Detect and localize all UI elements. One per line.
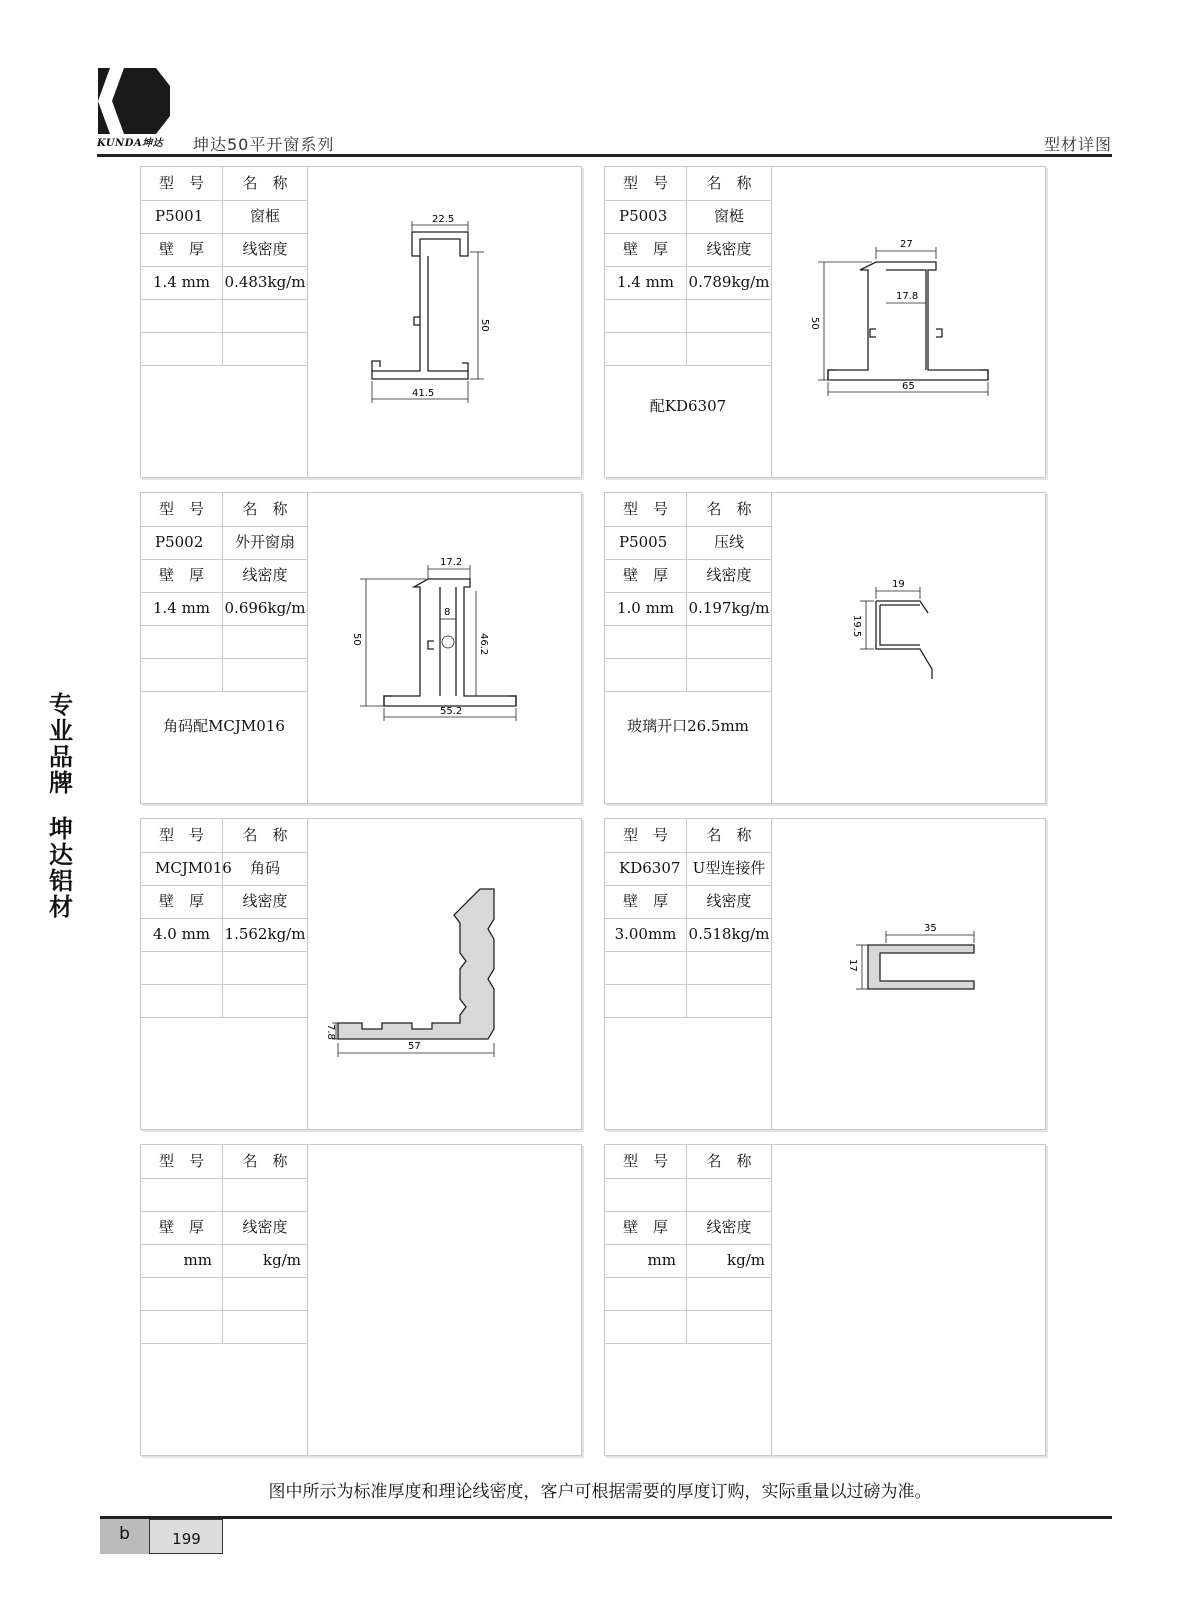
dim-top: 22.5 (432, 214, 455, 225)
dim-right: 46.2 (478, 633, 489, 656)
dim-height: 17 (847, 959, 858, 972)
spec-table: 型 号 名 称 KD6307 U型连接件 壁 厚 线密度 3.00mm 0.518kg/m (605, 819, 772, 1129)
wall-thickness: 3.00mm (605, 918, 687, 951)
wall-thickness: mm (141, 1244, 223, 1277)
wall-thickness: 1.0 mm (605, 592, 687, 625)
profile-drawing-p5001 (308, 167, 580, 477)
profile-name: 窗框 (249, 207, 280, 225)
wall-thickness: 1.4 mm (605, 266, 687, 299)
footnote: 图中所示为标准厚度和理论线密度，客户可根据需要的厚度订购，实际重量以过磅为准。 (268, 1482, 932, 1502)
spec-table: 型 号 名 称 壁 厚 线密度 mm kg/m (605, 1145, 772, 1455)
series-title: 坤达50平开窗系列 (193, 135, 335, 154)
page-title: 型材详图 (1043, 135, 1112, 154)
profile-note: 配KD6307 (649, 397, 727, 415)
profile-name: 外开窗扇 (234, 533, 295, 551)
spec-table: 型 号 名 称 MCJM016 角码 壁 厚 线密度 4.0 mm 1.562kg/m (141, 819, 308, 1129)
wall-thickness: 1.4 mm (141, 266, 223, 299)
dim-height: 50 (351, 633, 362, 646)
linear-density: 0.518kg/m (688, 925, 770, 943)
wall-thickness: 4.0 mm (141, 918, 223, 951)
linear-density: 1.562kg/m (224, 925, 306, 943)
model-number: P5002 (141, 526, 223, 559)
spec-table: 型 号 名 称 壁 厚 线密度 mm kg/m (141, 1145, 308, 1455)
profile-card-empty (140, 1144, 582, 1456)
dim-top: 27 (900, 239, 913, 250)
dim-top: 19 (892, 579, 905, 590)
profile-name (687, 1178, 771, 1211)
model-number: KD6307 (605, 852, 687, 885)
spec-table: 型 号 名 称 P5005 压线 壁 厚 线密度 1.0 mm 0.197kg/m 玻璃开口26.5mm (605, 493, 772, 803)
profile-name: U型连接件 (692, 859, 766, 877)
model-number: MCJM016 (141, 852, 223, 885)
linear-density: 0.789kg/m (688, 273, 770, 291)
dim-height: 7.8 (325, 1024, 336, 1040)
dim-height: 50 (479, 319, 490, 332)
profile-card (604, 492, 1046, 804)
page-number: 199 (172, 1530, 201, 1548)
dim-height: 19.5 (851, 615, 862, 638)
linear-density: kg/m (727, 1251, 765, 1269)
spec-table: 型 号 名 称 P5002 外开窗扇 壁 厚 线密度 1.4 mm 0.696kg/m 角码配MCJM016 (141, 493, 308, 803)
model-number: P5001 (141, 200, 223, 233)
section-letter: b (100, 1519, 150, 1554)
profile-card (604, 818, 1046, 1130)
profile-card (140, 818, 582, 1130)
linear-density: 0.696kg/m (224, 599, 306, 617)
model-number: P5005 (605, 526, 687, 559)
linear-density: 0.197kg/m (688, 599, 770, 617)
dim-top: 17.2 (440, 557, 463, 568)
model-number: P5003 (605, 200, 687, 233)
dim-inner: 17.8 (896, 291, 919, 302)
profile-note: 角码配MCJM016 (163, 717, 285, 735)
dim-bottom: 65 (902, 381, 915, 392)
profile-card-empty (604, 1144, 1046, 1456)
dim-bottom: 57 (408, 1041, 421, 1052)
linear-density: 0.483kg/m (224, 273, 306, 291)
dim-bottom: 55.2 (440, 706, 463, 717)
profile-drawing-mcjm016 (308, 819, 580, 1129)
profile-card (140, 166, 582, 478)
profile-name (223, 1178, 307, 1211)
linear-density: kg/m (263, 1251, 301, 1269)
profile-card (140, 492, 582, 804)
model-number (141, 1178, 223, 1211)
side-slogan: 专 业 品 牌 坤 达 铝 材 (49, 691, 73, 921)
footer-rule (100, 1516, 1112, 1519)
header-rule (97, 154, 1112, 157)
profile-note: 玻璃开口26.5mm (627, 717, 749, 735)
kunda-logo (98, 68, 170, 134)
profile-drawing-p5002 (308, 493, 580, 803)
dim-top: 35 (924, 923, 937, 934)
profile-name: 压线 (713, 533, 744, 551)
dim-height: 50 (809, 317, 820, 330)
profile-drawing-p5005 (772, 493, 1044, 803)
spec-table: 型 号 名 称 P5001 窗框 壁 厚 线密度 1.4 mm 0.483kg/m (141, 167, 308, 477)
profile-name: 角码 (249, 859, 280, 877)
model-number (605, 1178, 687, 1211)
wall-thickness: mm (605, 1244, 687, 1277)
dim-bottom: 41.5 (412, 388, 435, 399)
profile-drawing-p5003 (772, 167, 1044, 477)
wall-thickness: 1.4 mm (141, 592, 223, 625)
logo-text: KUNDA坤达 (97, 138, 164, 149)
spec-table: 型 号 名 称 P5003 窗梃 壁 厚 线密度 1.4 mm 0.789kg/m 配KD6307 (605, 167, 772, 477)
profile-name: 窗梃 (713, 207, 744, 225)
profile-card (604, 166, 1046, 478)
dim-inner: 8 (444, 607, 451, 618)
profile-drawing-kd6307 (772, 819, 1044, 1129)
